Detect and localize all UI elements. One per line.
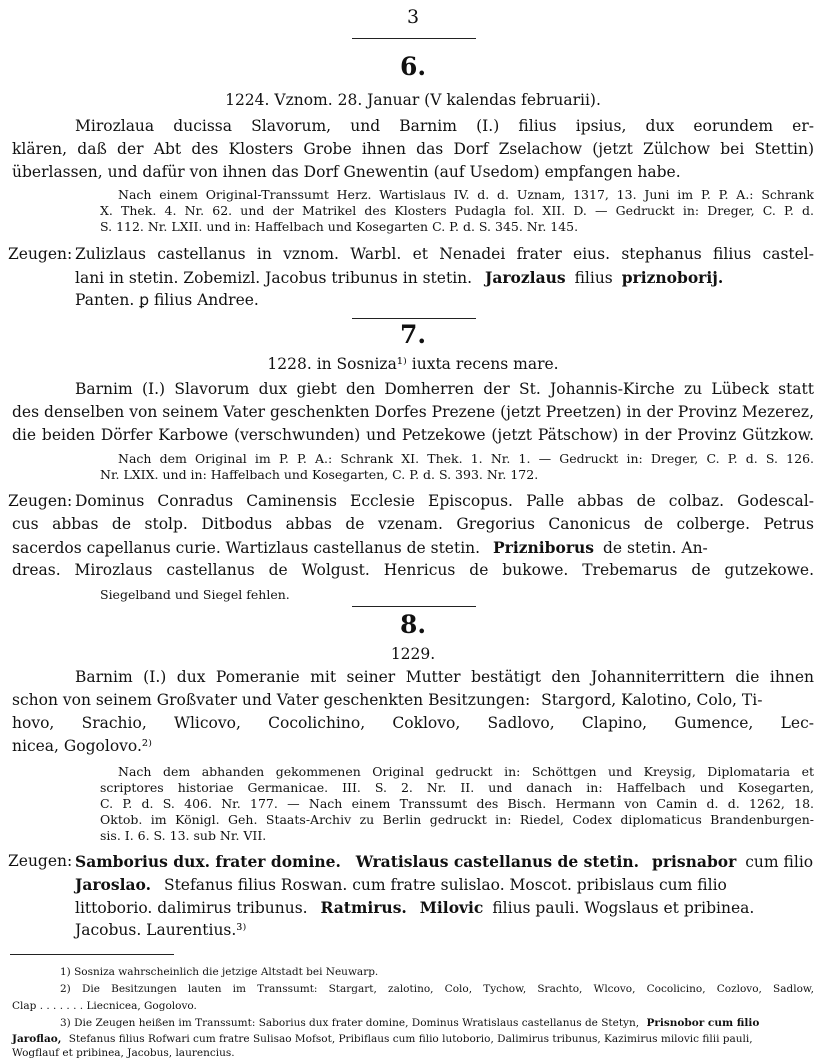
witness-line: Dominus Conradus Caminensis Ecclesie Episcopus. Palle abbas de colbaz. Godescal- (75, 492, 814, 510)
regest-line: die beiden Dörfer Karbowe (verschwunden) und Petzekowe (jetzt Pätschow) in der Provinz Gützkow. (12, 426, 814, 444)
regest-line: Barnim (I.) Slavorum dux giebt den Domherren der St. Johannis-Kirche zu Lübeck statt (75, 380, 814, 398)
footnote-rule (10, 954, 174, 955)
witness-line: Samborius dux. frater domine. Wratislaus castellanus de stetin. prisnabor cum filio (75, 852, 814, 871)
source-note-line: X. Thek. 4. Nr. 62. und der Matrikel des Klosters Pudagla fol. XII. D. — Gedruckt in: Dreger, C. P. d. (100, 203, 814, 218)
witness-line: Panten. ꝑ filius Andree. (75, 291, 259, 309)
witness-line: dreas. Mirozlaus castellanus de Wolgust. Henricus de bukowe. Trebemarus de gutzekowe. (12, 561, 814, 579)
source-note-line: Nach dem Original im P. P. A.: Schrank XI. Thek. 1. Nr. 1. — Gedruckt in: Dreger, C. P. d. S. 126. (118, 451, 814, 466)
dateline-8: 1229. (390, 645, 436, 663)
regest-line: Barnim (I.) dux Pomeranie mit seiner Mutter bestätigt den Johanniterrittern die ihnen (75, 668, 814, 686)
witness-line: littoborio. dalimirus tribunus. Ratmirus. Milovic filius pauli. Wogslaus et pribinea. (75, 898, 755, 917)
section-rule (352, 606, 476, 607)
source-note-line: sis. I. 6. S. 13. sub Nr. VII. (100, 828, 267, 843)
witness-line: lani in stetin. Zobemizl. Jacobus tribunus in stetin. Jarozlaus filius priznoborij. (75, 268, 724, 287)
witness-name-bold: Prizniborus (493, 538, 595, 557)
witness-label: Zeugen: (8, 492, 73, 510)
witness-line: Jaroslao. Stefanus filius Roswan. cum fratre sulislao. Moscot. pribislaus cum filio (75, 875, 727, 894)
regest-line: Mirozlaua ducissa Slavorum, und Barnim (I.) filius ipsius, dux eorundem er- (75, 117, 814, 135)
regest-line: überlassen, und dafür von ihnen das Dorf Gnewentin (auf Usedom) empfangen habe. (12, 163, 681, 181)
document-number-6: 6. (399, 52, 427, 81)
section-rule (352, 318, 476, 319)
source-note-line: S. 112. Nr. LXII. und in: Haffelbach und Kosegarten C. P. d. S. 345. Nr. 145. (100, 219, 579, 234)
page-number: 3 (406, 6, 420, 28)
witness-label: Zeugen: (8, 245, 73, 263)
source-note-line: Nach einem Original-Transsumt Herz. Wartislaus IV. d. d. Uznam, 1317, 13. Juni im P. P. A.: Schrank (118, 187, 814, 202)
source-note-line: Nach dem abhanden gekommenen Original gedruckt in: Schöttgen und Kreysig, Diplomataria et (118, 764, 814, 779)
dateline-7: 1228. in Sosniza¹⁾ iuxta recens mare. (267, 355, 559, 373)
witness-line: Zulizlaus castellanus in vznom. Warbl. et Nenadei frater eius. stephanus filius castel- (75, 245, 814, 263)
footnote: 2) Die Besitzungen lauten im Transsumt: Stargart, zalotino, Colo, Tychow, Srachto, Wlcovo, Cocolicino, Cozlovo, Sadlow, (60, 983, 814, 995)
footnote: 3) Die Zeugen heißen im Transsumt: Saborius dux frater domine, Dominus Wratislaus castellanus de Stetyn, Prisnobor cum filio (60, 1017, 760, 1029)
source-note-line: Oktob. im Königl. Geh. Staats-Archiv zu Berlin gedruckt in: Riedel, Codex diplomaticus Brandenburgen- (100, 812, 814, 827)
regest-line: klären, daß der Abt des Klosters Grobe ihnen das Dorf Zselachow (jetzt Zülchow bei Stettin) (12, 140, 814, 158)
source-note-line: Nr. LXIX. und in: Haffelbach und Kosegarten, C. P. d. S. 393. Nr. 172. (100, 467, 539, 482)
header-rule (352, 38, 476, 39)
regest-line: schon von seinem Großvater und Vater geschenkten Besitzungen: Stargord, Kalotino, Colo, Ti- (12, 691, 763, 709)
witness-line: cus abbas de stolp. Ditbodus abbas de vzenam. Gregorius Canonicus de colberge. Petrus (12, 515, 814, 533)
source-note-line: C. P. d. S. 406. Nr. 177. — Nach einem Transsumt des Bisch. Hermann von Camin d. d. 1262, 18. (100, 796, 814, 811)
document-number-7: 7. (399, 320, 427, 349)
footnote: Wogflauf et pribinea, Jacobus, laurencius. (12, 1047, 235, 1059)
footnote: 1) Sosniza wahrscheinlich die jetzige Altstadt bei Neuwarp. (60, 966, 379, 978)
source-note-line: scriptores historiae Germanicae. III. S. 2. Nr. II. und danach in: Haffelbach und Kosegarten, (100, 780, 814, 795)
footnote: Clap . . . . . . . Liecnicea, Gogolovo. (12, 1000, 197, 1012)
dateline-6: 1224. Vznom. 28. Januar (V kalendas februarii). (225, 91, 601, 109)
witness-label: Zeugen: (8, 852, 73, 870)
witness-line: sacerdos capellanus curie. Wartizlaus castellanus de stetin. Prizniborus de stetin. An- (12, 538, 708, 557)
regest-line: hovo, Srachio, Wlicovo, Cocolichino, Coklovo, Sadlovo, Clapino, Gumence, Lec- (12, 714, 814, 732)
footnote: Jaroflao, Stefanus filius Rofwari cum fratre Sulisao Mofsot, Pribiflaus cum filio lutoborio, Dalimirus tribunus, Kazimirus milovic filii pauli, (12, 1033, 753, 1045)
regest-line: nicea, Gogolovo.²⁾ (12, 737, 152, 755)
document-number-8: 8. (399, 610, 427, 639)
witness-name-bold: Jarozlaus (485, 268, 566, 287)
regest-line: des denselben von seinem Vater geschenkten Dorfes Prezene (jetzt Preetzen) in der Provinz Mezerez, (12, 403, 814, 421)
witness-line: Jacobus. Laurentius.³⁾ (75, 921, 247, 939)
seal-note: Siegelband und Siegel fehlen. (100, 587, 290, 602)
